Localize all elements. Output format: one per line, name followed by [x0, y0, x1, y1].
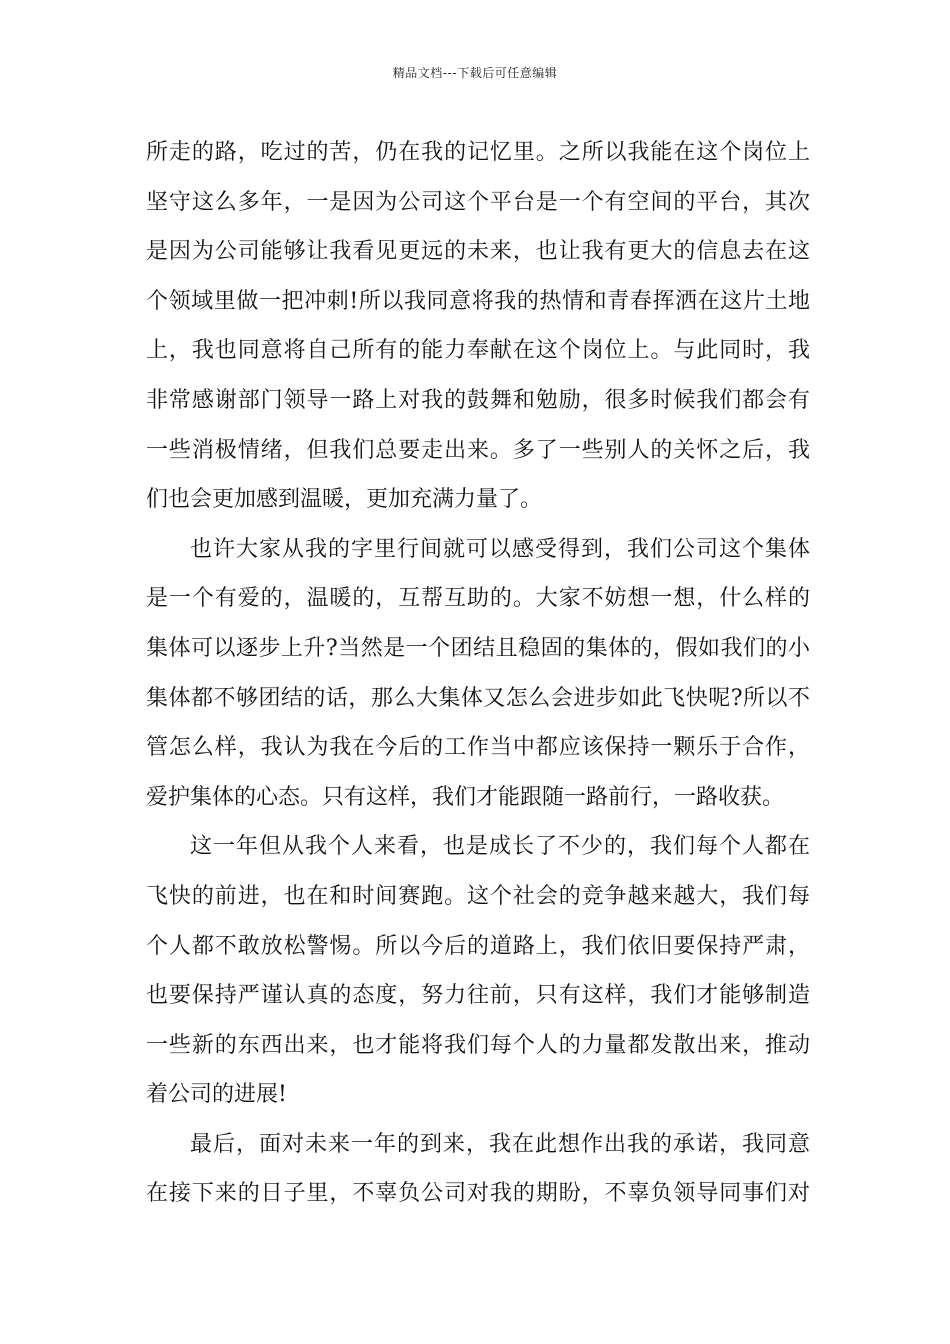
- text-line: 管怎么样，我认为我在今后的工作当中都应该保持一颗乐于合作，: [146, 735, 810, 761]
- text-line: 集体可以逐步上升?当然是一个团结且稳固的集体的，假如我们的小: [146, 635, 810, 661]
- text-line: 也要保持严谨认真的态度，努力往前，只有这样，我们才能够制造: [146, 983, 810, 1009]
- text-line: 坚守这么多年，一是因为公司这个平台是一个有空间的平台，其次: [146, 189, 810, 215]
- paragraph: [146, 822, 810, 1120]
- paragraph: [146, 525, 810, 823]
- paragraph: [146, 128, 810, 525]
- text-line: 上，我也同意将自己所有的能力奉献在这个岗位上。与此同时，我: [146, 338, 810, 364]
- text-line: 爱护集体的心态。只有这样，我们才能跟随一路前行，一路收获。: [146, 784, 785, 810]
- text-line: 这一年但从我个人来看，也是成长了不少的，我们每个人都在: [190, 834, 810, 860]
- text-line: 也许大家从我的字里行间就可以感受得到，我们公司这个集体: [190, 536, 810, 562]
- text-line: 最后，面对未来一年的到来，我在此想作出我的承诺，我同意: [190, 1131, 810, 1157]
- text-line: 在接下来的日子里，不辜负公司对我的期盼，不辜负领导同事们对: [146, 1181, 810, 1207]
- text-line: 是因为公司能够让我看见更远的未来，也让我有更大的信息去在这: [146, 239, 810, 265]
- text-line: 个人都不敢放松警惕。所以今后的道路上，我们依旧要保持严肃，: [146, 933, 810, 959]
- paragraph: [146, 1120, 810, 1219]
- document-body: [146, 128, 810, 1219]
- text-line: 所走的路，吃过的苦，仍在我的记忆里。之所以我能在这个岗位上: [146, 140, 810, 165]
- text-line: 是一个有爱的，温暖的，互帮互助的。大家不妨想一想，什么样的: [146, 586, 810, 612]
- text-line: 飞快的前进，也在和时间赛跑。这个社会的竞争越来越大，我们每: [146, 883, 810, 909]
- text-line: 着公司的进展!: [146, 1082, 287, 1108]
- text-line: 集体都不够团结的话，那么大集体又怎么会进步如此飞快呢?所以不: [146, 685, 810, 711]
- text-line: 们也会更加感到温暖，更加充满力量了。: [146, 487, 543, 513]
- page-header: 精品文档---下载后可任意编辑: [392, 66, 558, 80]
- text-line: 一些消极情绪，但我们总要走出来。多了一些别人的关怀之后，我: [146, 437, 810, 463]
- text-line: 个领域里做一把冲刺!所以我同意将我的热情和青春挥洒在这片土地: [146, 288, 810, 314]
- text-line: 一些新的东西出来，也才能将我们每个人的力量都发散出来，推动: [146, 1032, 810, 1058]
- text-line: 非常感谢部门领导一路上对我的鼓舞和勉励，很多时候我们都会有: [146, 387, 810, 413]
